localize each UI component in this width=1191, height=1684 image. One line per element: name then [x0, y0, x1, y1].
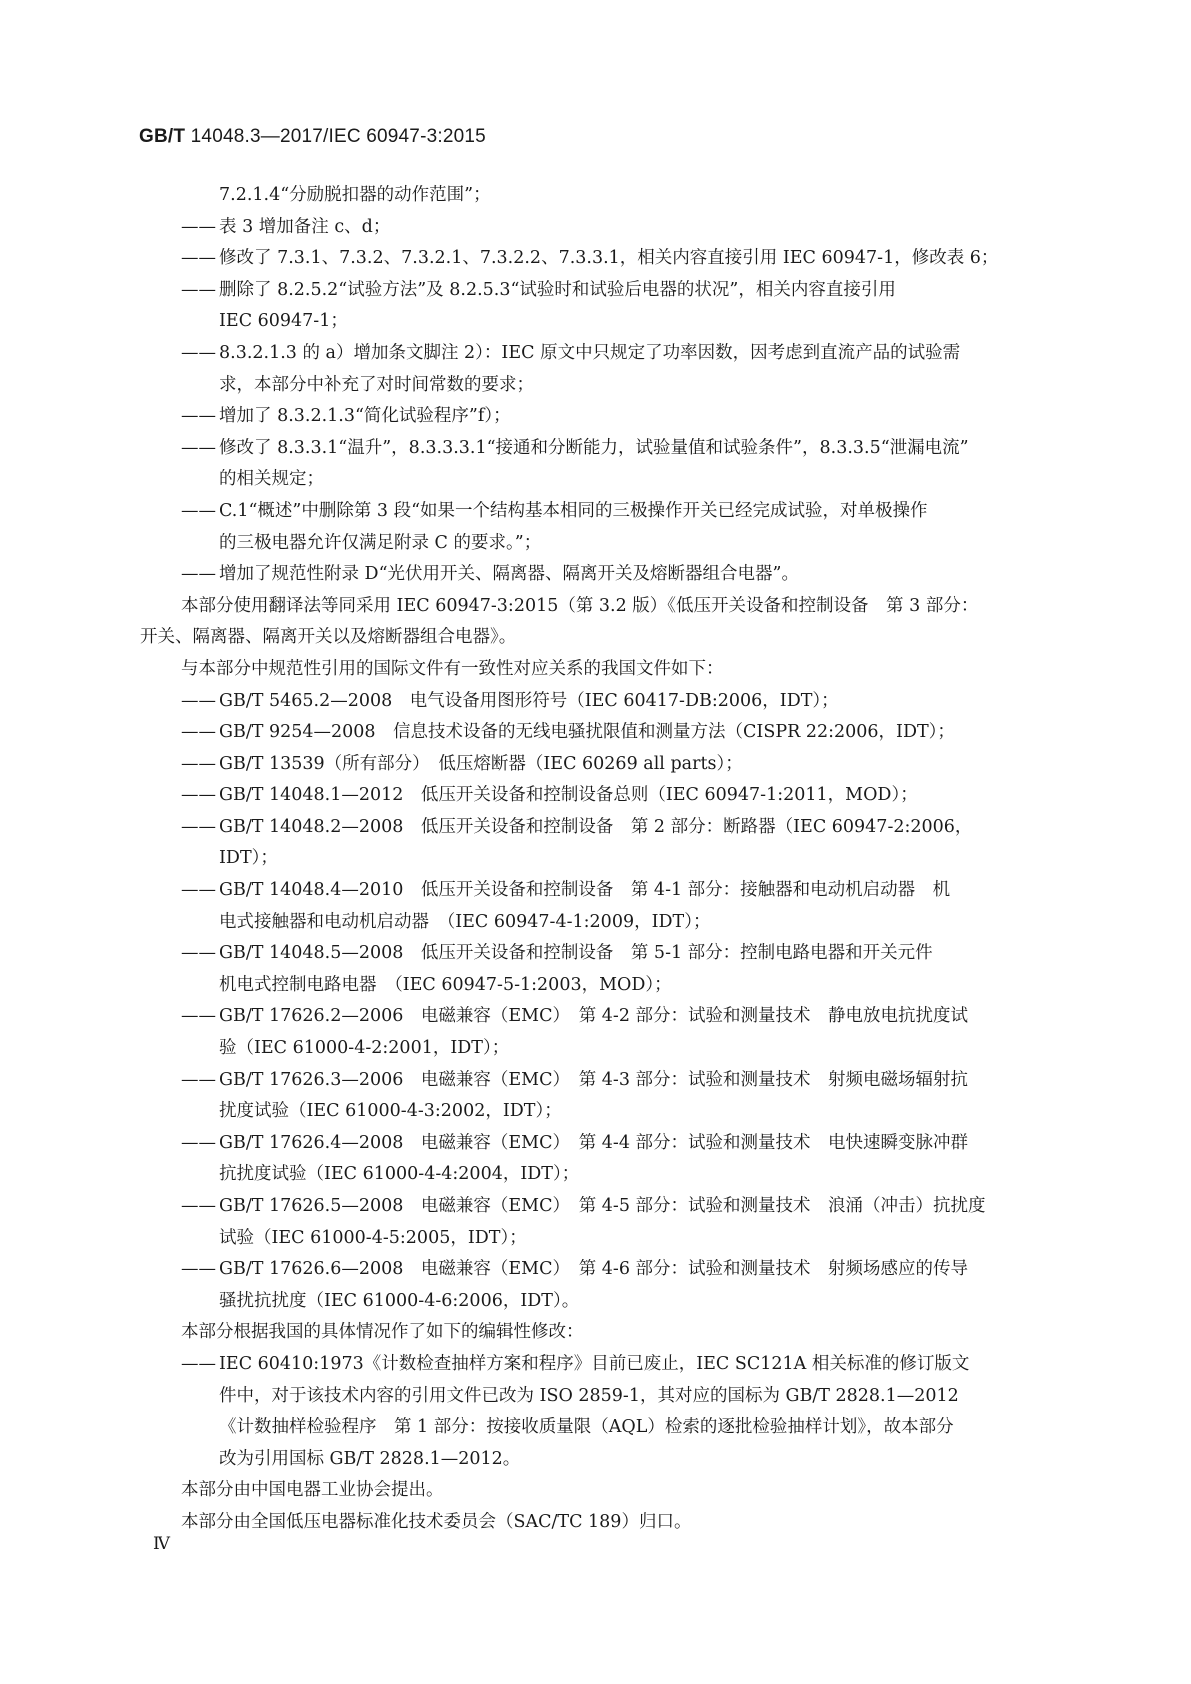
list-dash: —— [181, 1196, 216, 1216]
list-item-continuation: 求，本部分中补充了对时间常数的要求； [219, 374, 534, 395]
page-number: Ⅳ [153, 1534, 170, 1554]
paragraph: 本部分由全国低压电器标准化技术委员会（SAC/TC 189）归口。 [181, 1511, 692, 1532]
reference-item [181, 875, 1061, 907]
list-item [181, 212, 1061, 244]
reference-text: GB/T 17626.5—2008 电磁兼容（EMC） 第 4-5 部分：试验和测量技术 浪涌（冲击）抗扰度 [219, 1196, 986, 1216]
edit-item [181, 1349, 1061, 1381]
reference-text: GB/T 14048.2—2008 低压开关设备和控制设备 第 2 部分：断路器（IEC 60947-2:2006， [219, 816, 973, 837]
list-item-text: C.1“概述”中删除第 3 段“如果一个结构基本相同的三极操作开关已经完成试验，对单极操作 [219, 500, 928, 521]
list-item [181, 433, 1061, 465]
standard-number: 14048.3—2017/IEC 60947-3:2015 [185, 126, 486, 147]
reference-continuation: 骚扰抗扰度（IEC 61000-4-6:2006，IDT）。 [219, 1290, 580, 1311]
reference-item [181, 938, 1061, 970]
reference-item [181, 812, 1061, 844]
reference-item [181, 1128, 1061, 1160]
reference-text: GB/T 5465.2—2008 电气设备用图形符号（IEC 60417-DB:2006，IDT）； [219, 690, 839, 711]
list-item-text: 增加了规范性附录 D“光伏用开关、隔离器、隔离开关及熔断器组合电器”。 [219, 564, 799, 585]
paragraph-continuation: 开关、隔离器、隔离开关以及熔断器组合电器》。 [140, 627, 517, 648]
list-dash: —— [181, 1069, 216, 1090]
reference-text: GB/T 17626.2—2006 电磁兼容（EMC） 第 4-2 部分：试验和测量技术 静电放电抗扰度试 [219, 1006, 969, 1027]
reference-item [181, 717, 1061, 749]
list-item [181, 243, 1061, 275]
standard-prefix: GB/T [139, 126, 186, 147]
reference-item [181, 1001, 1061, 1033]
paragraph: 本部分使用翻译法等同采用 IEC 60947-3:2015（第 3.2 版）《低压开关设备和控制设备 第 3 部分： [181, 595, 979, 616]
list-dash: —— [181, 880, 216, 901]
list-item-text: 修改了 7.3.1、7.3.2、7.3.2.1、7.3.2.2、7.3.3.1，相关内容直接引用 IEC 60947-1，修改表 6； [219, 248, 999, 269]
reference-item [181, 686, 1061, 718]
list-item-text: 表 3 增加备注 c、d； [219, 216, 391, 237]
list-dash: —— [181, 1259, 216, 1280]
list-item-text: 修改了 8.3.3.1“温升”，8.3.3.3.1“接通和分断能力，试验量值和试验条件”，8.3.3.5“泄漏电流” [219, 437, 969, 458]
list-item-text: 增加了 8.3.2.1.3“简化试验程序”f）； [219, 406, 511, 427]
reference-continuation: 机电式控制电路电器 （IEC 60947-5-1:2003，MOD）； [219, 974, 672, 995]
list-item-continuation: 的相关规定； [219, 469, 324, 490]
reference-item [181, 1254, 1061, 1286]
list-dash: —— [181, 216, 216, 237]
list-dash: —— [181, 342, 216, 363]
list-item [181, 338, 1061, 370]
reference-text: GB/T 17626.3—2006 电磁兼容（EMC） 第 4-3 部分：试验和测量技术 射频电磁场辐射抗 [219, 1069, 969, 1090]
list-dash: —— [181, 279, 216, 300]
list-item-text: 删除了 8.2.5.2“试验方法”及 8.2.5.3“试验时和试验后电器的状况”，相关内容直接引用 [219, 279, 896, 300]
list-dash: —— [181, 722, 216, 743]
reference-text: GB/T 17626.6—2008 电磁兼容（EMC） 第 4-6 部分：试验和测量技术 射频场感应的传导 [219, 1259, 969, 1280]
reference-continuation: 验（IEC 61000-4-2:2001，IDT）； [219, 1038, 510, 1059]
list-dash: —— [181, 500, 216, 521]
reference-text: GB/T 9254—2008 信息技术设备的无线电骚扰限值和测量方法（CISPR 22:2006，IDT）； [219, 722, 955, 743]
list-dash: —— [181, 785, 216, 806]
document-body [140, 180, 1061, 1539]
list-item-continuation: IEC 60947-1； [219, 311, 348, 332]
reference-item [181, 780, 1061, 812]
edit-item-continuation: 件中，对于该技术内容的引用文件已改为 ISO 2859-1，其对应的国标为 GB/T 2828.1—2012 [219, 1385, 959, 1406]
paragraph: 本部分由中国电器工业协会提出。 [181, 1480, 444, 1501]
reference-continuation: 抗扰度试验（IEC 61000-4-4:2004，IDT）； [219, 1164, 580, 1185]
list-item [181, 559, 1061, 591]
standard-header [139, 126, 486, 148]
list-dash: —— [181, 943, 216, 964]
list-dash: —— [181, 816, 216, 837]
reference-item [181, 749, 1061, 781]
list-dash: —— [181, 690, 216, 711]
reference-text: GB/T 14048.1—2012 低压开关设备和控制设备总则（IEC 60947-1:2011，MOD）； [219, 785, 918, 806]
list-dash: —— [181, 248, 216, 269]
list-dash: —— [181, 753, 216, 774]
edit-item-continuation: 《计数抽样检验程序 第 1 部分：按接收质量限（AQL）检索的逐批检验抽样计划》，故本部分 [219, 1417, 954, 1438]
list-item-continuation: 的三极电器允许仅满足附录 C 的要求。”； [219, 532, 542, 553]
reference-text: GB/T 17626.4—2008 电磁兼容（EMC） 第 4-4 部分：试验和测量技术 电快速瞬变脉冲群 [219, 1132, 969, 1153]
reference-continuation: 扰度试验（IEC 61000-4-3:2002，IDT）； [219, 1101, 562, 1122]
list-item [181, 401, 1061, 433]
list-dash: —— [181, 1132, 216, 1153]
list-item [181, 275, 1061, 307]
edit-item-text: IEC 60410:1973《计数检查抽样方案和程序》目前已废止，IEC SC121A 相关标准的修订版文 [219, 1353, 970, 1374]
list-item-text: 8.3.2.1.3 的 a）增加条文脚注 2）：IEC 原文中只规定了功率因数，因考虑到直流产品的试验需 [219, 342, 961, 363]
edit-item-continuation: 改为引用国标 GB/T 2828.1—2012。 [219, 1448, 521, 1469]
list-item-continuation: 7.2.1.4“分励脱扣器的动作范围”； [219, 185, 491, 205]
reference-continuation: IDT）； [219, 848, 278, 869]
reference-text: GB/T 13539（所有部分） 低压熔断器（IEC 60269 all parts）； [219, 753, 743, 774]
reference-item [181, 1191, 1061, 1223]
reference-item [181, 1065, 1061, 1097]
reference-text: GB/T 14048.4—2010 低压开关设备和控制设备 第 4-1 部分：接触器和电动机启动器 机 [219, 880, 951, 901]
list-dash: —— [181, 406, 216, 427]
list-dash: —— [181, 1006, 216, 1027]
reference-continuation: 电式接触器和电动机启动器 （IEC 60947-4-1:2009，IDT）； [219, 911, 711, 932]
reference-continuation: 试验（IEC 61000-4-5:2005，IDT）； [219, 1227, 527, 1248]
paragraph: 本部分根据我国的具体情况作了如下的编辑性修改： [181, 1322, 584, 1343]
list-dash: —— [181, 564, 216, 585]
paragraph: 与本部分中规范性引用的国际文件有一致性对应关系的我国文件如下： [181, 658, 724, 679]
list-dash: —— [181, 437, 216, 458]
reference-text: GB/T 14048.5—2008 低压开关设备和控制设备 第 5-1 部分：控制电路电器和开关元件 [219, 943, 933, 964]
list-item [181, 496, 1061, 528]
list-dash: —— [181, 1353, 216, 1374]
